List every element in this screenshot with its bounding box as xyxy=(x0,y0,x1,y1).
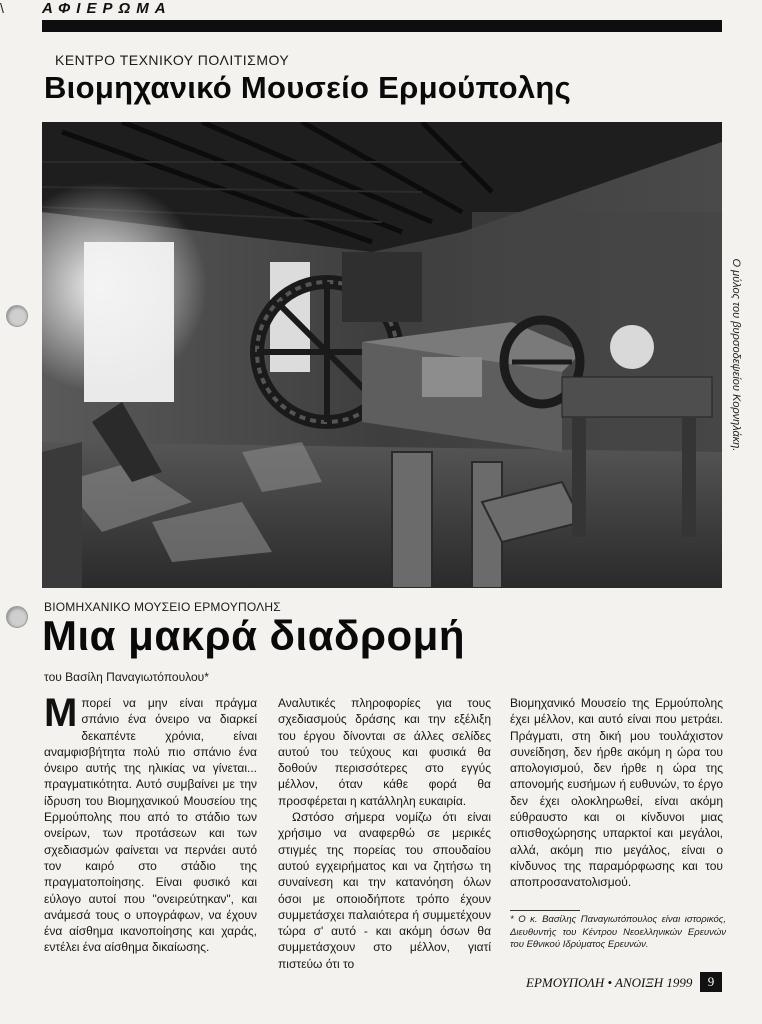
column-3-paragraph: Βιομηχανικό Μουσείο της Ερμούπολης έχει μέλλον, και αυτό είναι που μετράει. Πράγματι, στη δική μου τουλάχιστον συνείδηση, δεν ήρθε ακόμη η ώρα του απολογισμού, δεν ήρθε η ώρα της απονομής ευσήμων ή ευθυνών, το έργο δεν έχει ολοκληρωθεί, είναι ακόμη εύθραυστο και οι κίνδυνοι μιας οπισθοχώρησης υπαρκτοί και μεγάλοι, αλλά, ακόμη πιο μεγάλος, είναι ο κίνδυνος της παραμόρφωσης και του αποπροσανατολισμού. xyxy=(510,696,723,890)
photo-caption-text: Ο μύλος του βυρσοδεψείου Κορνηλάκη. xyxy=(730,258,742,452)
column-1-text: πορεί να μην είναι πράγμα σπάνιο ένα όνειρο να διαρκεί δεκαπέντε χρόνια, είναι αναμφισβήτητα πολύ πιο σπάνιο ένα όνειρο αυτής της ηλικίας να γίνεται... πραγματικότητα. Αυτό συμβαίνει με την ίδρυση του Βιομηχανικού Μουσείου της Ερμούπολης που από το στάδιο των ονείρων, των προτάσεων και των σχεδιασμών φαίνεται να περνάει αυτό τον καιρό στο στάδιο της πραγματοποίησης. Είναι φυσικό και εύλογο αυτοί που "ονειρεύτηκαν", και ανάμεσά τους ο υπογράφων, να έχουν ένα αίσθημα ικανοποίησης και χαράς, εντέλει ένα αίσθημα δικαίωσης. xyxy=(44,696,257,955)
mill-machinery-image xyxy=(42,122,722,588)
header-rule xyxy=(42,20,722,32)
header-kicker: ΚΕΝΤΡΟ ΤΕΧΝΙΚΟΥ ΠΟΛΙΤΙΣΜΟΥ xyxy=(55,52,290,68)
article-title: Μια μακρά διαδρομή xyxy=(42,612,465,659)
article-kicker: ΒΙΟΜΗΧΑΝΙΚΟ ΜΟΥΣΕΙΟ ΕΡΜΟΥΠΟΛΗΣ xyxy=(44,600,281,614)
binder-hole xyxy=(6,606,28,628)
header-title: Βιομηχανικό Μουσείο Ερμούπολης xyxy=(44,70,572,105)
article-column-3 xyxy=(510,695,723,891)
photo-caption xyxy=(724,122,748,588)
page-edge-mark: \ xyxy=(0,0,4,16)
column-2-paragraph: Ωστόσο σήμερα νομίζω ότι είναι χρήσιμο να αναφερθώ σε μερικές στιγμές της πορείας του σπουδαίου αυτού εγχειρήματος και να ζητήσω τη συναίνεση και την κατανόηση όλων όσοι με οποιοδήποτε τρόπο έχουν συμμετάσχει παλαιότερα ή συμμετέχουν τώρα σ' αυτό - και ακόμη όσων θα συμμετάσχουν στο μέλλον, γιατί πιστεύω ότι το xyxy=(278,810,491,971)
museum-photo xyxy=(42,122,722,588)
footnote-rule xyxy=(510,910,580,911)
drop-cap: Μ xyxy=(44,691,78,735)
column-1-paragraph xyxy=(44,691,257,956)
binder-hole xyxy=(6,305,28,327)
section-label: ΑΦΙΕΡΩΜΑ xyxy=(42,0,172,17)
article-byline: του Βασίλη Παναγιωτόπουλου* xyxy=(44,670,209,684)
page-number: 9 xyxy=(700,972,722,992)
author-footnote: * Ο κ. Βασίλης Παναγιωτόπουλος είναι ιστορικός, Διευθυντής του Κέντρου Νεοελληνικών Ερευνών του Εθνικού Ιδρύματος Ερευνών. xyxy=(510,914,726,950)
article-column-1 xyxy=(44,691,257,956)
article-column-2 xyxy=(278,695,491,972)
column-2-paragraph: Αναλυτικές πληροφορίες για τους σχεδιασμούς δράσης και την εξέλιξη του έργου δίνονται σε άλλες σελίδες αυτού του τεύχους και φυσικά θα δοθούν περισσότερες στο εγγύς μέλλον, όταν κάθε φορά θα προσφέρεται η κατάλληλη ευκαιρία. xyxy=(278,696,491,808)
footer-issue: ΕΡΜΟΥΠΟΛΗ • ΑΝΟΙΞΗ 1999 xyxy=(526,975,693,990)
